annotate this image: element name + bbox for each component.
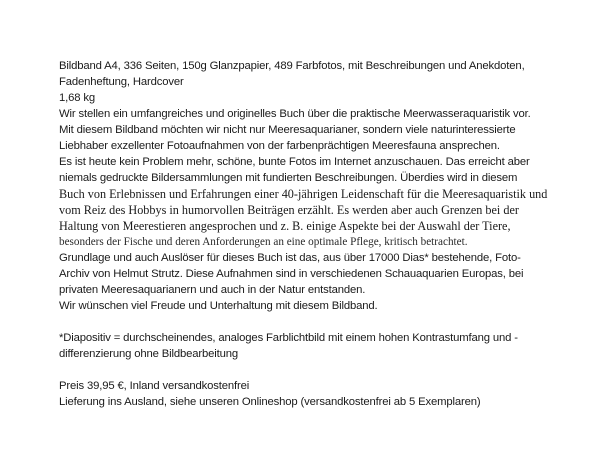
description-line: Mit diesem Bildband möchten wir nicht nur Meeresaquarianer, sondern viele naturinteressierte	[59, 124, 516, 136]
footnote-line: differenzierung ohne Bildbearbeitung	[59, 348, 239, 360]
price-line: Preis 39,95 €, Inland versandkostenfrei	[59, 380, 250, 392]
footnote-line: *Diapositiv = durchscheinendes, analoges Farblichtbild mit einem hohen Kontrastumfang und -	[59, 332, 518, 344]
description-line-serif-small: besonders der Fische und deren Anforderungen an eine optimale Pflege, kritisch betrachtet.	[59, 236, 468, 248]
description-line: Grundlage und auch Auslöser für dieses Buch ist das, aus über 17000 Dias* bestehende, Foto-	[59, 252, 521, 264]
product-weight: 1,68 kg	[59, 92, 96, 104]
description-line: Wir stellen ein umfangreiches und originelles Buch über die praktische Meerwasseraquaristik vor.	[59, 108, 531, 120]
product-specs-line: Bildband A4, 336 Seiten, 150g Glanzpapier, 489 Farbfotos, mit Beschreibungen und Anekdoten,	[59, 60, 525, 72]
description-line: niemals gedruckte Bildersammlungen mit fundierten Beschreibungen. Überdies wird in diesem	[59, 172, 518, 184]
description-line-serif: Haltung von Meerestieren angesprochen und z. B. einige Aspekte bei der Auswahl der Tiere,	[59, 219, 511, 233]
paragraph-spacer	[59, 314, 594, 330]
description-line: Es ist heute kein Problem mehr, schöne, bunte Fotos im Internet anzuschauen. Das erreicht aber	[59, 156, 530, 168]
description-line: Archiv von Helmut Strutz. Diese Aufnahmen sind in verschiedenen Schauaquarien Europas, bei	[59, 268, 524, 280]
shipping-line: Lieferung ins Ausland, siehe unseren Onlineshop (versandkostenfrei ab 5 Exemplaren)	[59, 396, 481, 408]
product-specs-line: Fadenheftung, Hardcover	[59, 76, 184, 88]
description-line: Liebhaber exzellenter Fotoaufnahmen von der farbenprächtigen Meeresfauna ansprechen.	[59, 140, 500, 152]
paragraph-spacer	[59, 362, 594, 378]
closing-line: Wir wünschen viel Freude und Unterhaltung mit diesem Bildband.	[59, 300, 378, 312]
description-line-serif: vom Reiz des Hobbys in humorvollen Beiträgen erzählt. Es werden aber auch Grenzen bei der	[59, 203, 519, 217]
description-line: privaten Meeresaquarianern und auch in der Natur entstanden.	[59, 284, 366, 296]
description-line-serif: Buch von Erlebnissen und Erfahrungen einer 40-jährigen Leidenschaft für die Meeresaquaristik und	[59, 187, 548, 201]
product-description-document	[59, 58, 594, 410]
